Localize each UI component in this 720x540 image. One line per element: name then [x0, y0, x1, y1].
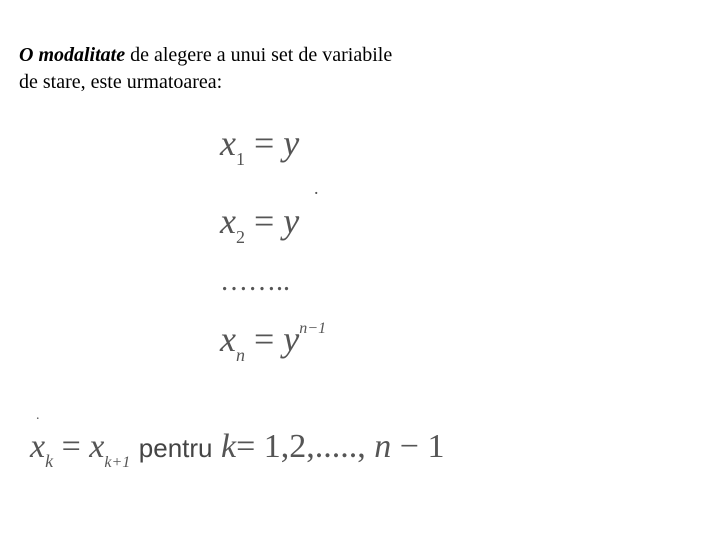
equation-x2	[220, 200, 300, 247]
equation-ellipsis: ……..	[220, 266, 290, 297]
eqk-word-pentru: pentru	[138, 433, 213, 463]
eq1-lhs-sub: 1	[235, 149, 245, 169]
intro-emphasis: O modalitate	[19, 44, 126, 66]
intro-text: de alegere a unui set de variabile de stare, este urmatoarea:	[19, 44, 393, 93]
eqk-rhs-sub: k+1	[104, 454, 131, 471]
eq2-derivative-dot: .	[314, 178, 319, 198]
eq1-equals: =	[253, 123, 275, 163]
intro-paragraph	[19, 42, 399, 96]
eqk-n: n	[374, 428, 392, 465]
eqk-lhs: x	[30, 428, 46, 465]
eqn-rhs: y	[283, 319, 300, 359]
equation-xk	[30, 428, 445, 471]
equation-xn	[220, 318, 327, 365]
eq2-lhs: x	[220, 201, 236, 241]
eqn-lhs-sub: n	[235, 345, 245, 365]
eqk-equals: =	[61, 428, 81, 465]
eq1-rhs: y	[283, 123, 300, 163]
eqn-lhs: x	[220, 319, 236, 359]
eqn-rhs-sup: n−1	[299, 320, 327, 337]
eqk-k: k	[221, 428, 237, 465]
eqk-lhs-sub: k	[45, 451, 54, 471]
eqk-derivative-dot: .	[36, 408, 40, 423]
eqk-rhs: x	[89, 428, 105, 465]
eq2-equals: =	[253, 201, 275, 241]
eq1-lhs: x	[220, 123, 236, 163]
eqk-range: = 1,2,.....,	[236, 428, 375, 465]
eqn-equals: =	[253, 319, 275, 359]
eq2-rhs: y	[283, 201, 300, 241]
eq2-lhs-sub: 2	[235, 227, 245, 247]
eqk-tail: − 1	[391, 428, 445, 465]
equation-x1	[220, 122, 300, 169]
